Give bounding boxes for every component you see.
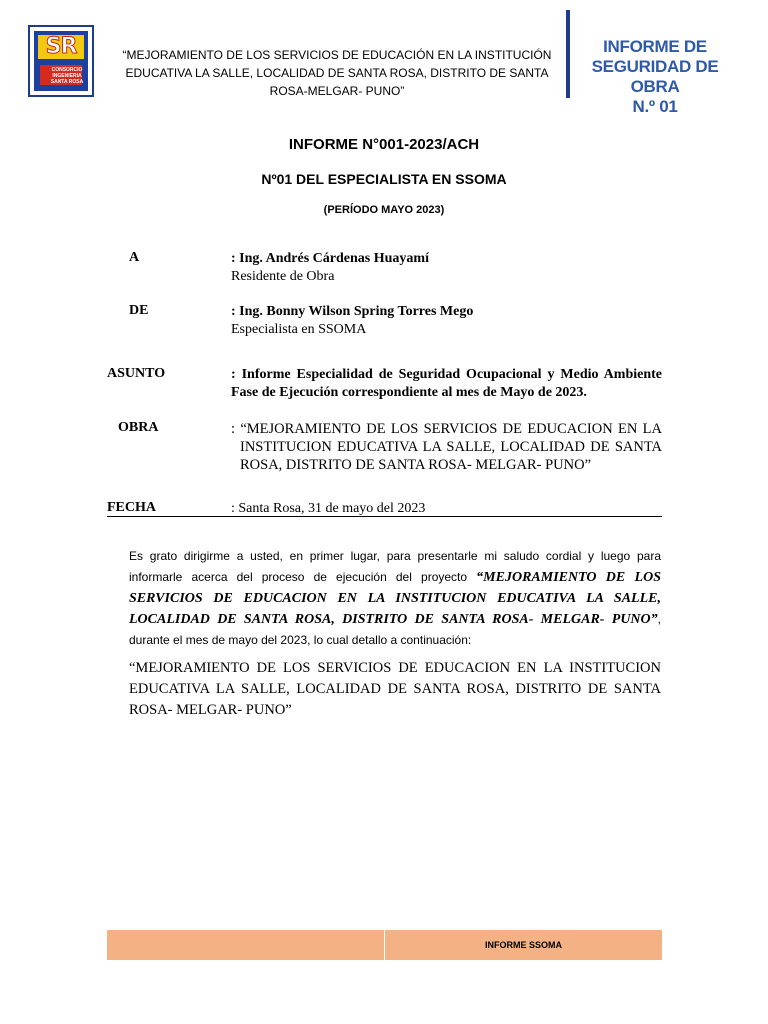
report-label-line-3: N.º 01: [632, 97, 678, 116]
intro-text: Es grato dirigirme a usted, en primer lugar, para presentarle mi saludo cordial y luego para informarle acerca del proceso de ejecución del proyecto: [129, 549, 661, 584]
intro-project-name: “MEJORAMIENTO DE LOS SERVICIOS DE EDUCACION EN LA INSTITUCION EDUCATIVA LA SALLE, LOCALIDAD DE SANTA ROSA, DISTRITO DE SANTA ROSA- MELGAR- PUNO”: [129, 570, 661, 627]
field-asunto-label: ASUNTO: [107, 366, 166, 381]
intro-paragraph: [129, 546, 661, 651]
field-asunto-line-1: : Informe Especialidad de Seguridad Ocupacional y Medio Ambiente: [231, 367, 662, 382]
project-repeat-paragraph: “MEJORAMIENTO DE LOS SERVICIOS DE EDUCACION EN LA INSTITUCION EDUCATIVA LA SALLE, LOCALIDAD DE SANTA ROSA, DISTRITO DE SANTA ROSA- MELGAR- PUNO”: [129, 660, 661, 718]
fecha-underline: [107, 516, 662, 517]
logo-initials: SR: [45, 34, 77, 59]
document-subtitle: Nº01 DEL ESPECIALISTA EN SSOMA: [261, 171, 507, 187]
logo-subtext-3: SANTA ROSA: [50, 79, 84, 85]
logo-red-band: [40, 65, 82, 85]
logo-subtext-2: INGENIERIA: [52, 73, 82, 79]
footer-label: INFORME SSOMA: [484, 940, 562, 950]
field-de-role: Especialista en SSOMA: [231, 322, 367, 337]
report-label-line-2: SEGURIDAD DE OBRA: [591, 57, 719, 96]
footer-bar: [107, 930, 662, 960]
logo-background: [34, 31, 88, 91]
document-period: (PERÍODO MAYO 2023): [323, 204, 445, 216]
field-a-label: A: [129, 250, 140, 265]
field-asunto-line-2: Fase de Ejecución correspondiente al mes de Mayo de 2023.: [231, 385, 587, 400]
intro-after-text: , durante el mes de mayo del 2023, lo cual detallo a continuación:: [129, 612, 661, 647]
field-de-name: : Ing. Bonny Wilson Spring Torres Mego: [231, 304, 474, 319]
document-title: INFORME N°001-2023/ACH: [288, 136, 480, 153]
header-project-title: “MEJORAMIENTO DE LOS SERVICIOS DE EDUCACIÓN EN LA INSTITUCIÓN EDUCATIVA LA SALLE, LOCALIDAD DE SANTA ROSA, DISTRITO DE SANTA ROSA-MELGAR- PUNO”: [122, 48, 552, 98]
report-label-line-1: INFORME DE: [603, 37, 707, 56]
field-obra-line-3: ROSA, DISTRITO DE SANTA ROSA- MELGAR- PUNO”: [240, 457, 592, 473]
field-obra-line-2: INSTITUCION EDUCATIVA LA SALLE, LOCALIDAD DE SANTA: [240, 439, 662, 455]
field-de-label: DE: [129, 303, 149, 318]
logo-subtext-1: CONSORCIO: [51, 67, 83, 73]
field-a-role: Residente de Obra: [231, 269, 335, 284]
field-obra-line-1: : “MEJORAMIENTO DE LOS SERVICIOS DE EDUCACION EN LA: [231, 421, 662, 437]
field-obra-label: OBRA: [118, 420, 159, 435]
header-divider: [566, 10, 570, 98]
company-logo: [28, 25, 94, 97]
field-a-name: : Ing. Andrés Cárdenas Huayamí: [231, 251, 429, 266]
report-label: [572, 37, 738, 117]
field-fecha-value: : Santa Rosa, 31 de mayo del 2023: [231, 501, 426, 516]
field-fecha-label: FECHA: [107, 500, 156, 515]
